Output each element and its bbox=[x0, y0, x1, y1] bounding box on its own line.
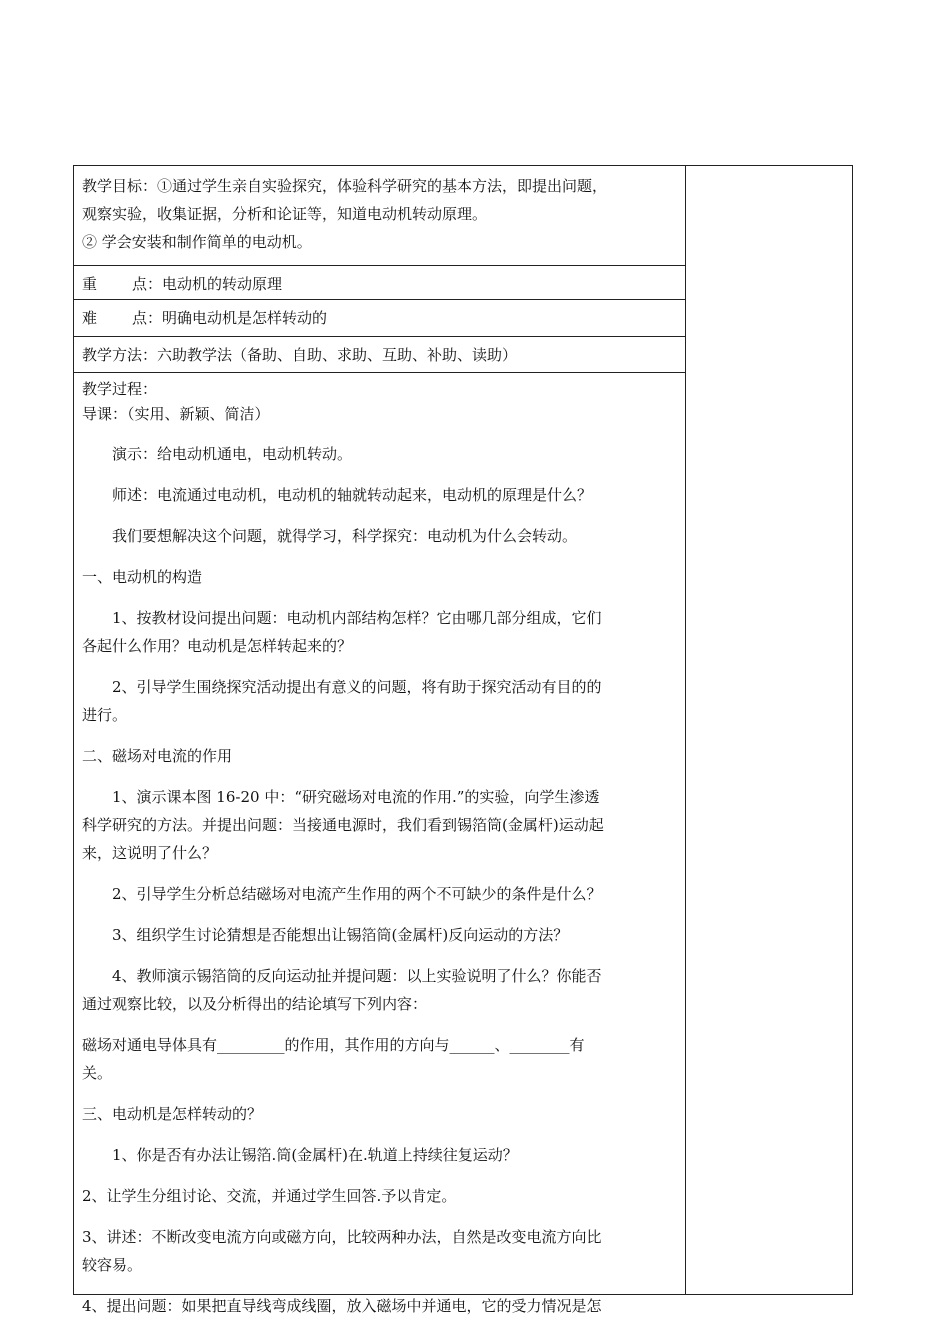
key-point-label-1: 重 bbox=[82, 275, 98, 293]
teaching-method-cell bbox=[74, 337, 685, 373]
sec2-p4-line-a: 4、教师演示锡箔筒的反向运动扯并提问题：以上实验说明了什么？你能否 bbox=[112, 967, 602, 985]
difficulty-text: 明确电动机是怎样转动的 bbox=[162, 309, 328, 327]
section-1-title: 一、电动机的构造 bbox=[82, 568, 203, 586]
process-title: 教学过程： bbox=[82, 380, 158, 398]
process-intro: 导课：（实用、新颖、简洁） bbox=[82, 405, 270, 423]
sec2-p1-line-b: 科学研究的方法。并提出问题：当接通电源时，我们看到锡箔筒(金属杆)运动起 bbox=[82, 816, 604, 834]
sec2-p2: 2、引导学生分析总结磁场对电流产生作用的两个不可缺少的条件是什么？ bbox=[112, 885, 602, 903]
section-2-title: 二、磁场对电流的作用 bbox=[82, 747, 233, 765]
teaching-process-cell bbox=[74, 373, 685, 1315]
sec2-p3: 3、组织学生讨论猜想是否能想出让锡箔筒(金属杆)反向运动的方法？ bbox=[112, 926, 569, 944]
teaching-goal-cell bbox=[74, 166, 685, 266]
difficulty-cell bbox=[74, 300, 685, 337]
sec3-p4: 4、提出问题：如果把直导线弯成线圈，放入磁场中并通电，它的受力情况是怎 bbox=[82, 1297, 602, 1315]
lesson-plan-table bbox=[73, 165, 853, 1315]
sec3-p3-line-a: 3、讲述：不断改变电流方向或磁方向，比较两种办法，自然是改变电流方向比 bbox=[82, 1228, 602, 1246]
difficulty-label-1: 难 bbox=[82, 309, 98, 327]
fill-blank-line-a: 磁场对通电导体具有_________的作用，其作用的方向与______、________有 bbox=[82, 1036, 585, 1054]
sec1-p1-line-a: 1、按教材设问提出问题：电动机内部结构怎样？它由哪几部分组成，它们 bbox=[112, 609, 602, 627]
sec3-p1: 1、你是否有办法让锡箔.筒(金属杆)在.轨道上持续往复运动？ bbox=[112, 1146, 518, 1164]
sec1-p1-line-b: 各起什么作用？电动机是怎样转起来的？ bbox=[82, 637, 353, 655]
goal-line-3: ② 学会安装和制作简单的电动机。 bbox=[82, 233, 312, 251]
sec2-p1-line-a: 1、演示课本图 16-20 中：“研究磁场对电流的作用.”的实验，向学生渗透 bbox=[112, 788, 600, 806]
section-3-title: 三、电动机是怎样转动的？ bbox=[82, 1105, 263, 1123]
goal-line-2: 观察实验，收集证据，分析和论证等，知道电动机转动原理。 bbox=[82, 205, 488, 223]
sec1-p2-line-a: 2、引导学生围绕探究活动提出有意义的问题，将有助于探究活动有目的的 bbox=[112, 678, 602, 696]
sec2-p1-line-c: 来，这说明了什么？ bbox=[82, 844, 218, 862]
teacher-paragraph: 师述：电流通过电动机，电动机的轴就转动起来，电动机的原理是什么？ bbox=[112, 486, 593, 504]
question-paragraph: 我们要想解决这个问题，就得学习，科学探究：电动机为什么会转动。 bbox=[112, 527, 578, 545]
demo-paragraph: 演示：给电动机通电，电动机转动。 bbox=[112, 445, 353, 463]
goal-line-1: 教学目标：①通过学生亲自实验探究，体验科学研究的基本方法，即提出问题， bbox=[82, 177, 608, 195]
key-point-text: 电动机的转动原理 bbox=[162, 275, 283, 293]
key-point-label-2: 点： bbox=[132, 275, 163, 293]
sec3-p2: 2、让学生分组讨论、交流，并通过学生回答.予以肯定。 bbox=[82, 1187, 457, 1205]
difficulty-label-2: 点： bbox=[132, 309, 163, 327]
sec2-p4-line-b: 通过观察比较，以及分析得出的结论填写下列内容： bbox=[82, 995, 428, 1013]
key-point-cell bbox=[74, 266, 685, 300]
sec3-p3-line-b: 较容易。 bbox=[82, 1256, 143, 1274]
main-column bbox=[74, 166, 686, 1315]
teaching-method-text: 教学方法：六助教学法（备助、自助、求助、互助、补助、读助） bbox=[82, 346, 518, 364]
sec1-p2-line-b: 进行。 bbox=[82, 706, 128, 724]
fill-blank-line-b: 关。 bbox=[82, 1064, 113, 1082]
